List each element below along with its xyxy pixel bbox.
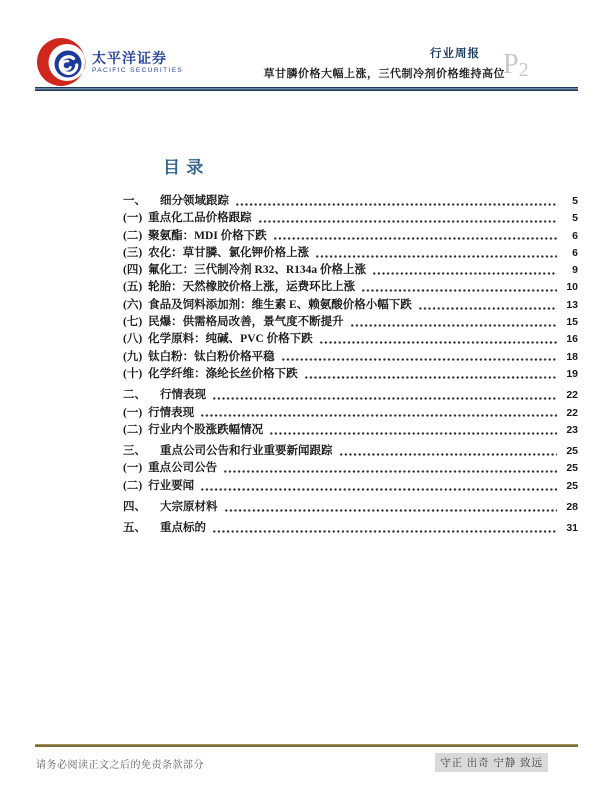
toc-entry[interactable]: [123, 519, 578, 536]
toc-dot-leader: [258, 220, 557, 223]
toc-entry-text: 化学纤维：涤纶长丝价格下跌: [148, 367, 298, 380]
toc-dot-leader: [350, 324, 557, 327]
toc-entry-text: 钛白粉：钛白粉价格平稳: [148, 350, 275, 363]
toc-entry-num: (一): [123, 406, 143, 419]
toc-entry-num: 三、: [123, 445, 146, 458]
toc-entry[interactable]: [123, 261, 578, 278]
toc-entry-text: 重点化工品价格跟踪: [148, 212, 252, 225]
toc-entry-text: 轮胎：天然橡胶价格上涨，运费环比上涨: [148, 281, 356, 294]
toc-entry[interactable]: [123, 244, 578, 261]
footer-motto: 守正 出奇 宁静 致远: [435, 753, 548, 772]
toc-entry-text: 食品及饲料添加剂：维生素 E、赖氨酸价格小幅下跌: [148, 298, 412, 311]
toc-entry[interactable]: [123, 209, 578, 226]
toc-entry-page: 25: [566, 479, 578, 492]
toc-entry-num: (二): [123, 229, 143, 242]
toc-entry-num: (六): [123, 298, 143, 311]
toc-entry-text: 重点公司公告和行业重要新闻跟踪: [160, 445, 333, 458]
toc-entry-page: 28: [566, 501, 578, 514]
toc-dot-leader: [269, 432, 557, 435]
toc-dot-leader: [224, 509, 558, 512]
toc-entry[interactable]: [123, 278, 578, 295]
toc-entry-page: 19: [566, 367, 578, 380]
toc-dot-leader: [235, 203, 557, 206]
toc-entry-num: (四): [123, 264, 143, 277]
toc-entry-num: (一): [123, 212, 143, 225]
toc-entry[interactable]: [123, 421, 578, 438]
toc-entry-num: 五、: [123, 522, 146, 535]
toc-entry-num: 二、: [123, 389, 146, 402]
toc-entry-page: 25: [566, 462, 578, 475]
toc-entry-num: (七): [123, 316, 143, 329]
toc-entry-page: 22: [566, 406, 578, 419]
toc-entry-page: 6: [572, 246, 578, 259]
toc-entry-page: 6: [572, 229, 578, 242]
toc-entry-num: (三): [123, 246, 143, 259]
brand-name-en: PACIFIC SECURITIES: [92, 66, 184, 74]
toc-list: [123, 190, 578, 537]
toc-entry-page: 15: [566, 316, 578, 329]
toc-entry-page: 16: [566, 333, 578, 346]
toc-entry[interactable]: [123, 365, 578, 382]
toc-entry[interactable]: [123, 227, 578, 244]
toc-entry-num: (九): [123, 350, 143, 363]
toc-entry-page: 23: [566, 423, 578, 436]
toc-entry-text: 行业内个股涨跌幅情况: [148, 423, 264, 436]
toc-dot-leader: [418, 307, 557, 310]
toc-entry-text: 行情表现: [160, 389, 206, 402]
toc-entry-page: 18: [566, 350, 578, 363]
toc-entry-text: 农化：草甘膦、氯化钾价格上涨: [148, 246, 310, 259]
toc-entry-page: 25: [566, 445, 578, 458]
toc-entry[interactable]: [123, 477, 578, 494]
toc-entry-text: 民爆：供需格局改善，景气度不断提升: [148, 316, 344, 329]
report-type-label: 行业周报: [430, 48, 480, 60]
toc-entry[interactable]: [123, 404, 578, 421]
toc-entry-text: 细分领域跟踪: [160, 195, 229, 207]
toc-entry-text: 重点公司公告: [148, 462, 218, 475]
toc-entry[interactable]: [123, 330, 578, 347]
toc-dot-leader: [212, 397, 557, 400]
toc-entry-page: 9: [572, 264, 578, 277]
toc-entry-text: 氟化工：三代制冷剂 R32、R134a 价格上涨: [148, 264, 367, 277]
toc-entry-text: 聚氨酯：MDI 价格下跌: [148, 229, 267, 242]
toc-entry-num: (二): [123, 423, 143, 436]
toc-dot-leader: [281, 358, 557, 361]
toc-dot-leader: [339, 453, 558, 456]
brand-name-cn: 太平洋证券: [92, 49, 167, 66]
toc-dot-leader: [315, 255, 557, 258]
toc-entry-page: 22: [566, 389, 578, 402]
toc-entry[interactable]: [123, 348, 578, 365]
footer-disclaimer: 请务必阅读正文之后的免责条款部分: [36, 760, 204, 771]
toc-entry-text: 行业要闻: [148, 479, 195, 492]
toc-entry-page: 5: [572, 212, 578, 225]
toc-entry-text: 重点标的: [160, 522, 206, 535]
toc-entry-page: 10: [566, 281, 578, 294]
toc-entry-page: 13: [566, 298, 578, 311]
page-number-value: 2: [518, 59, 529, 81]
toc-entry-num: 一、: [123, 195, 146, 207]
toc-dot-leader: [212, 530, 557, 533]
toc-entry-text: 大宗原材料: [160, 501, 218, 514]
toc-dot-leader: [304, 376, 557, 379]
toc-entry-num: (八): [123, 333, 143, 346]
toc-dot-leader: [223, 470, 557, 473]
toc-title: 目 录: [163, 158, 205, 177]
toc-entry-page: 5: [572, 195, 578, 207]
footer-divider: [35, 744, 578, 747]
toc-entry-text: 行情表现: [148, 406, 195, 419]
toc-dot-leader: [319, 341, 557, 344]
toc-entry[interactable]: [123, 386, 578, 403]
toc-entry-num: (一): [123, 462, 143, 475]
toc-entry-num: 四、: [123, 501, 146, 514]
toc-entry-num: (二): [123, 479, 143, 492]
toc-dot-leader: [361, 289, 557, 292]
toc-entry-text: 化学原料：纯碱、PVC 价格下跌: [148, 333, 313, 346]
header-divider: [35, 87, 578, 91]
page-number-badge: [503, 50, 529, 80]
toc-dot-leader: [372, 272, 557, 275]
toc-entry[interactable]: [123, 192, 578, 209]
page-number-prefix: P: [503, 49, 519, 80]
pacific-securities-logo-icon: [36, 37, 86, 87]
toc-entry-page: 31: [566, 522, 578, 535]
toc-entry-num: (五): [123, 281, 143, 294]
toc-entry[interactable]: [123, 313, 578, 330]
toc-entry[interactable]: [123, 296, 578, 313]
toc-entry-num: (十): [123, 367, 143, 380]
toc-dot-leader: [200, 414, 557, 417]
toc-entry[interactable]: [123, 442, 578, 459]
toc-entry[interactable]: [123, 459, 578, 476]
toc-entry[interactable]: [123, 498, 578, 515]
toc-dot-leader: [273, 237, 557, 240]
brand-logo: [36, 37, 183, 87]
toc-dot-leader: [200, 488, 557, 491]
report-title: 草甘膦价格大幅上涨，三代制冷剂价格维持高位: [263, 68, 505, 80]
